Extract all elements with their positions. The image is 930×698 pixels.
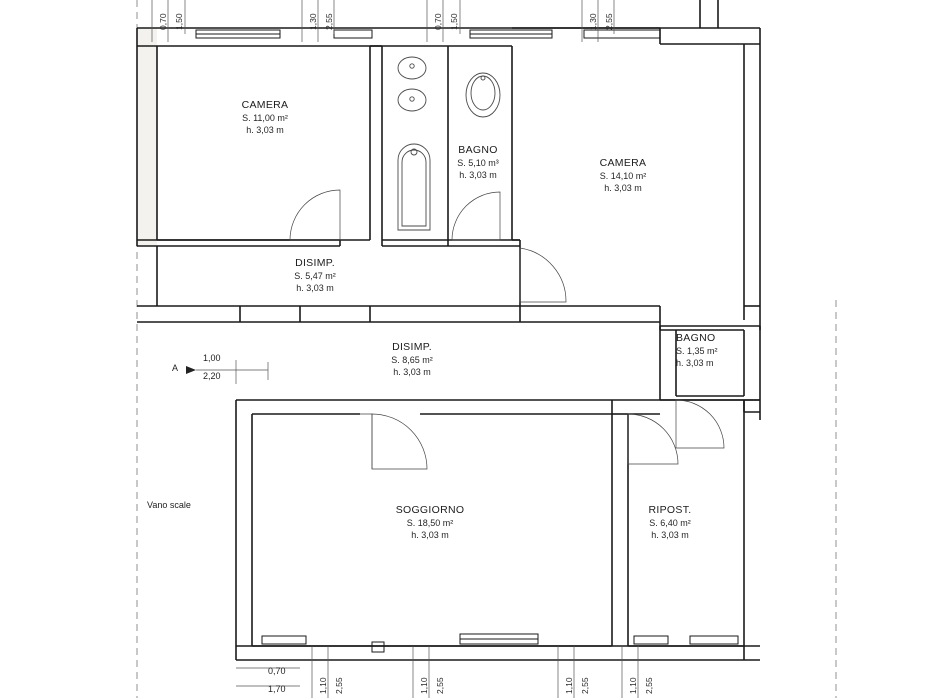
dimension-top-5: 1,50 xyxy=(449,13,459,30)
dimension-bottom-5: 2,55 xyxy=(580,677,590,694)
dimension-top-2: 1,30 xyxy=(308,13,318,30)
dimension-bottom-6: 1,10 xyxy=(628,677,638,694)
room-label-bagno-2: BAGNO S. 1,35 m² h. 3,03 m xyxy=(676,332,718,369)
dimension-bottom-4: 1,10 xyxy=(564,677,574,694)
room-label-disimp-2: DISIMP. S. 8,65 m² h. 3,03 m xyxy=(391,341,433,378)
room-label-disimp-1: DISIMP. S. 5,47 m² h. 3,03 m xyxy=(294,257,336,294)
dimension-top-3: 2,55 xyxy=(324,13,334,30)
dimension-bottom-2: 1,10 xyxy=(419,677,429,694)
window-symbols-bottom xyxy=(262,634,738,652)
left-zone-walls xyxy=(137,240,660,330)
right-camera-walls xyxy=(512,240,760,306)
dimension-top-7: 2,55 xyxy=(604,13,614,30)
dimension-bottom-1: 2,55 xyxy=(334,677,344,694)
room-label-ripost: RIPOST. S. 6,40 m² h. 3,03 m xyxy=(648,504,692,541)
dimension-inline-0: 1,00 xyxy=(203,353,221,363)
door-swings xyxy=(290,190,724,469)
dimension-top-0: 0,70 xyxy=(158,13,168,30)
section-marker-arrow xyxy=(186,360,268,384)
dimension-top-4: 0,70 xyxy=(433,13,443,30)
stair-label: Vano scale xyxy=(147,500,191,510)
section-marker-letter: A xyxy=(172,363,179,373)
dimension-bottom-0: 1,10 xyxy=(318,677,328,694)
dimension-top-1: 1,50 xyxy=(174,13,184,30)
window-symbols-top xyxy=(196,30,660,38)
dimension-inline-3: 1,70 xyxy=(268,684,286,694)
room-label-soggiorno: SOGGIORNO S. 18,50 m² h. 3,03 m xyxy=(395,504,465,541)
dimension-bottom-3: 2,55 xyxy=(435,677,445,694)
dimension-inline-1: 2,20 xyxy=(203,371,221,381)
room-label-camera-2: CAMERA S. 14,10 m² h. 3,03 m xyxy=(599,157,647,194)
dimension-lines-top xyxy=(152,0,614,42)
dimension-bottom-7: 2,55 xyxy=(644,677,654,694)
dimension-inline-2: 0,70 xyxy=(268,666,286,676)
room-label-bagno-1: BAGNO S. 5,10 m³ h. 3,03 m xyxy=(457,144,499,181)
dimension-top-6: 1,30 xyxy=(588,13,598,30)
room-label-camera-1: CAMERA S. 11,00 m² h. 3,03 m xyxy=(241,99,289,136)
